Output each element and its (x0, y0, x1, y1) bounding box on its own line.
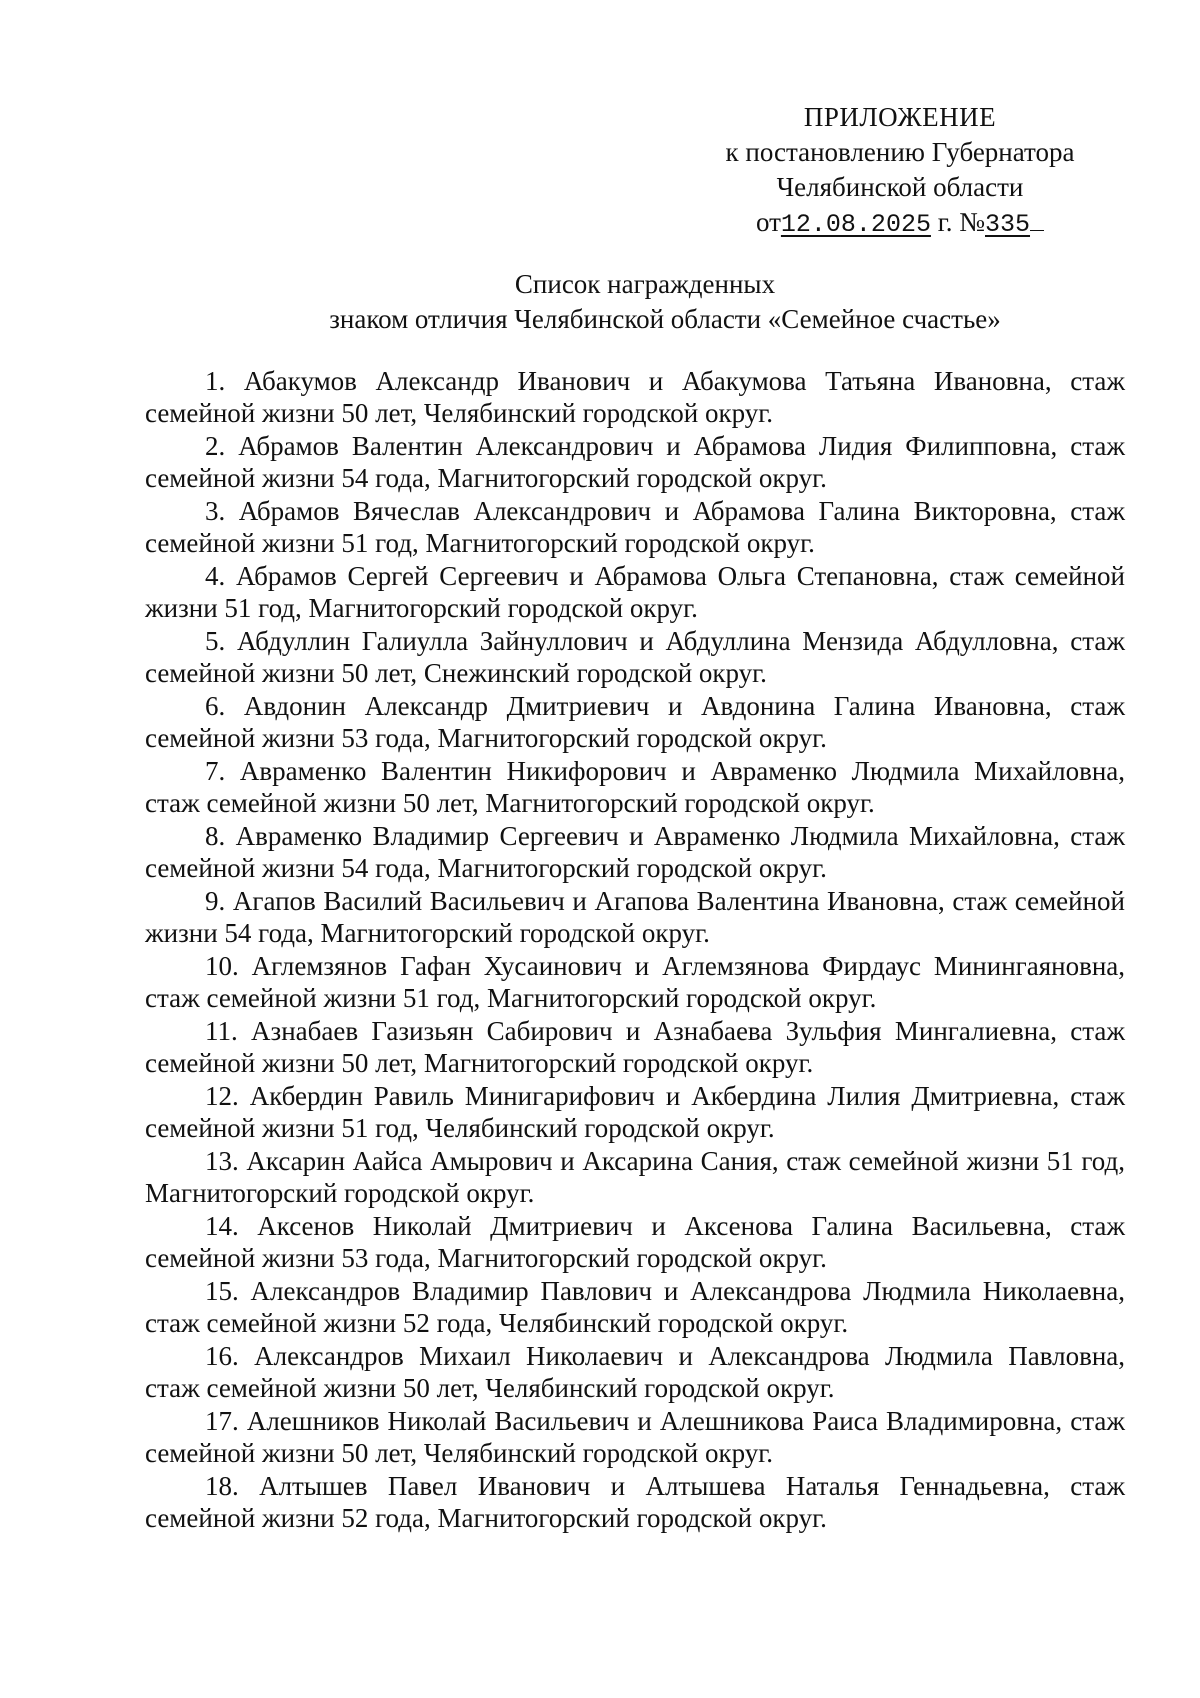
list-item: 10. Аглемзянов Гафан Хусаинович и Аглемзянова Фирдаус Минингаяновна, стаж семейной жизни 51 год, Магнитогорский городской округ. (145, 951, 1125, 1013)
list-item: 16. Александров Михаил Николаевич и Александрова Людмила Павловна, стаж семейной жизни 50 лет, Челябинский городской округ. (145, 1341, 1125, 1403)
list-item: 9. Агапов Василий Васильевич и Агапова Валентина Ивановна, стаж семейной жизни 54 года, Магнитогорский городской округ. (145, 886, 1125, 948)
list-item: 2. Абрамов Валентин Александрович и Абрамова Лидия Филипповна, стаж семейной жизни 54 года, Магнитогорский городской округ. (145, 431, 1125, 493)
number-underline-tail (1030, 229, 1044, 231)
appendix-header (680, 100, 1120, 242)
list-item: 3. Абрамов Вячеслав Александрович и Абрамова Галина Викторовна, стаж семейной жизни 51 год, Магнитогорский городской округ. (145, 496, 1125, 558)
list-item: 17. Алешников Николай Васильевич и Алешникова Раиса Владимировна, стаж семейной жизни 50 лет, Челябинский городской округ. (145, 1406, 1125, 1468)
list-item: 5. Абдуллин Галиулла Зайнуллович и Абдуллина Мензида Абдулловна, стаж семейной жизни 50 лет, Снежинский городской округ. (145, 626, 1125, 688)
list-title (0, 267, 1200, 337)
list-item: 6. Авдонин Александр Дмитриевич и Авдонина Галина Ивановна, стаж семейной жизни 53 года, Магнитогорский городской округ. (145, 691, 1125, 753)
list-title-line-1: Список награжденных (514, 269, 776, 299)
list-item: 12. Акбердин Равиль Минигарифович и Акбердина Лилия Дмитриевна, стаж семейной жизни 51 год, Челябинский городской округ. (145, 1081, 1125, 1143)
date-suffix: г. № (937, 207, 985, 237)
list-item: 14. Аксенов Николай Дмитриевич и Аксенова Галина Васильевна, стаж семейной жизни 53 года, Магнитогорский городской округ. (145, 1211, 1125, 1273)
decree-number: 335 (985, 210, 1031, 239)
list-item: 18. Алтышев Павел Иванович и Алтышева Наталья Геннадьевна, стаж семейной жизни 52 года, Магнитогорский городской округ. (145, 1471, 1125, 1533)
appendix-line-decree: к постановлению Губернатора (725, 137, 1075, 167)
list-item: 13. Аксарин Аайса Амырович и Аксарина Сания, стаж семейной жизни 51 год, Магнитогорский городской округ. (145, 1146, 1125, 1208)
list-item: 1. Абакумов Александр Иванович и Абакумова Татьяна Ивановна, стаж семейной жизни 50 лет, Челябинский городской округ. (145, 366, 1125, 428)
appendix-line-region: Челябинской области (776, 172, 1024, 202)
list-item: 7. Авраменко Валентин Никифорович и Авраменко Людмила Михайловна, стаж семейной жизни 50 лет, Магнитогорский городской округ. (145, 756, 1125, 818)
appendix-title: ПРИЛОЖЕНИЕ (803, 102, 997, 132)
decree-date: 12.08.2025 (780, 210, 931, 239)
list-item: 11. Азнабаев Газизьян Сабирович и Азнабаева Зульфия Мингалиевна, стаж семейной жизни 50 лет, Магнитогорский городской округ. (145, 1016, 1125, 1078)
list-title-line-2: знаком отличия Челябинской области «Семейное счастье» (329, 304, 1001, 334)
list-item: 4. Абрамов Сергей Сергеевич и Абрамова Ольга Степановна, стаж семейной жизни 51 год, Магнитогорский городской округ. (145, 561, 1125, 623)
date-prefix: от (755, 207, 781, 237)
awardees-list (145, 365, 1125, 1535)
list-item: 15. Александров Владимир Павлович и Александрова Людмила Николаевна, стаж семейной жизни 52 года, Челябинский городской округ. (145, 1276, 1125, 1338)
appendix-date-line (680, 205, 1120, 242)
list-item: 8. Авраменко Владимир Сергеевич и Авраменко Людмила Михайловна, стаж семейной жизни 54 года, Магнитогорский городской округ. (145, 821, 1125, 883)
